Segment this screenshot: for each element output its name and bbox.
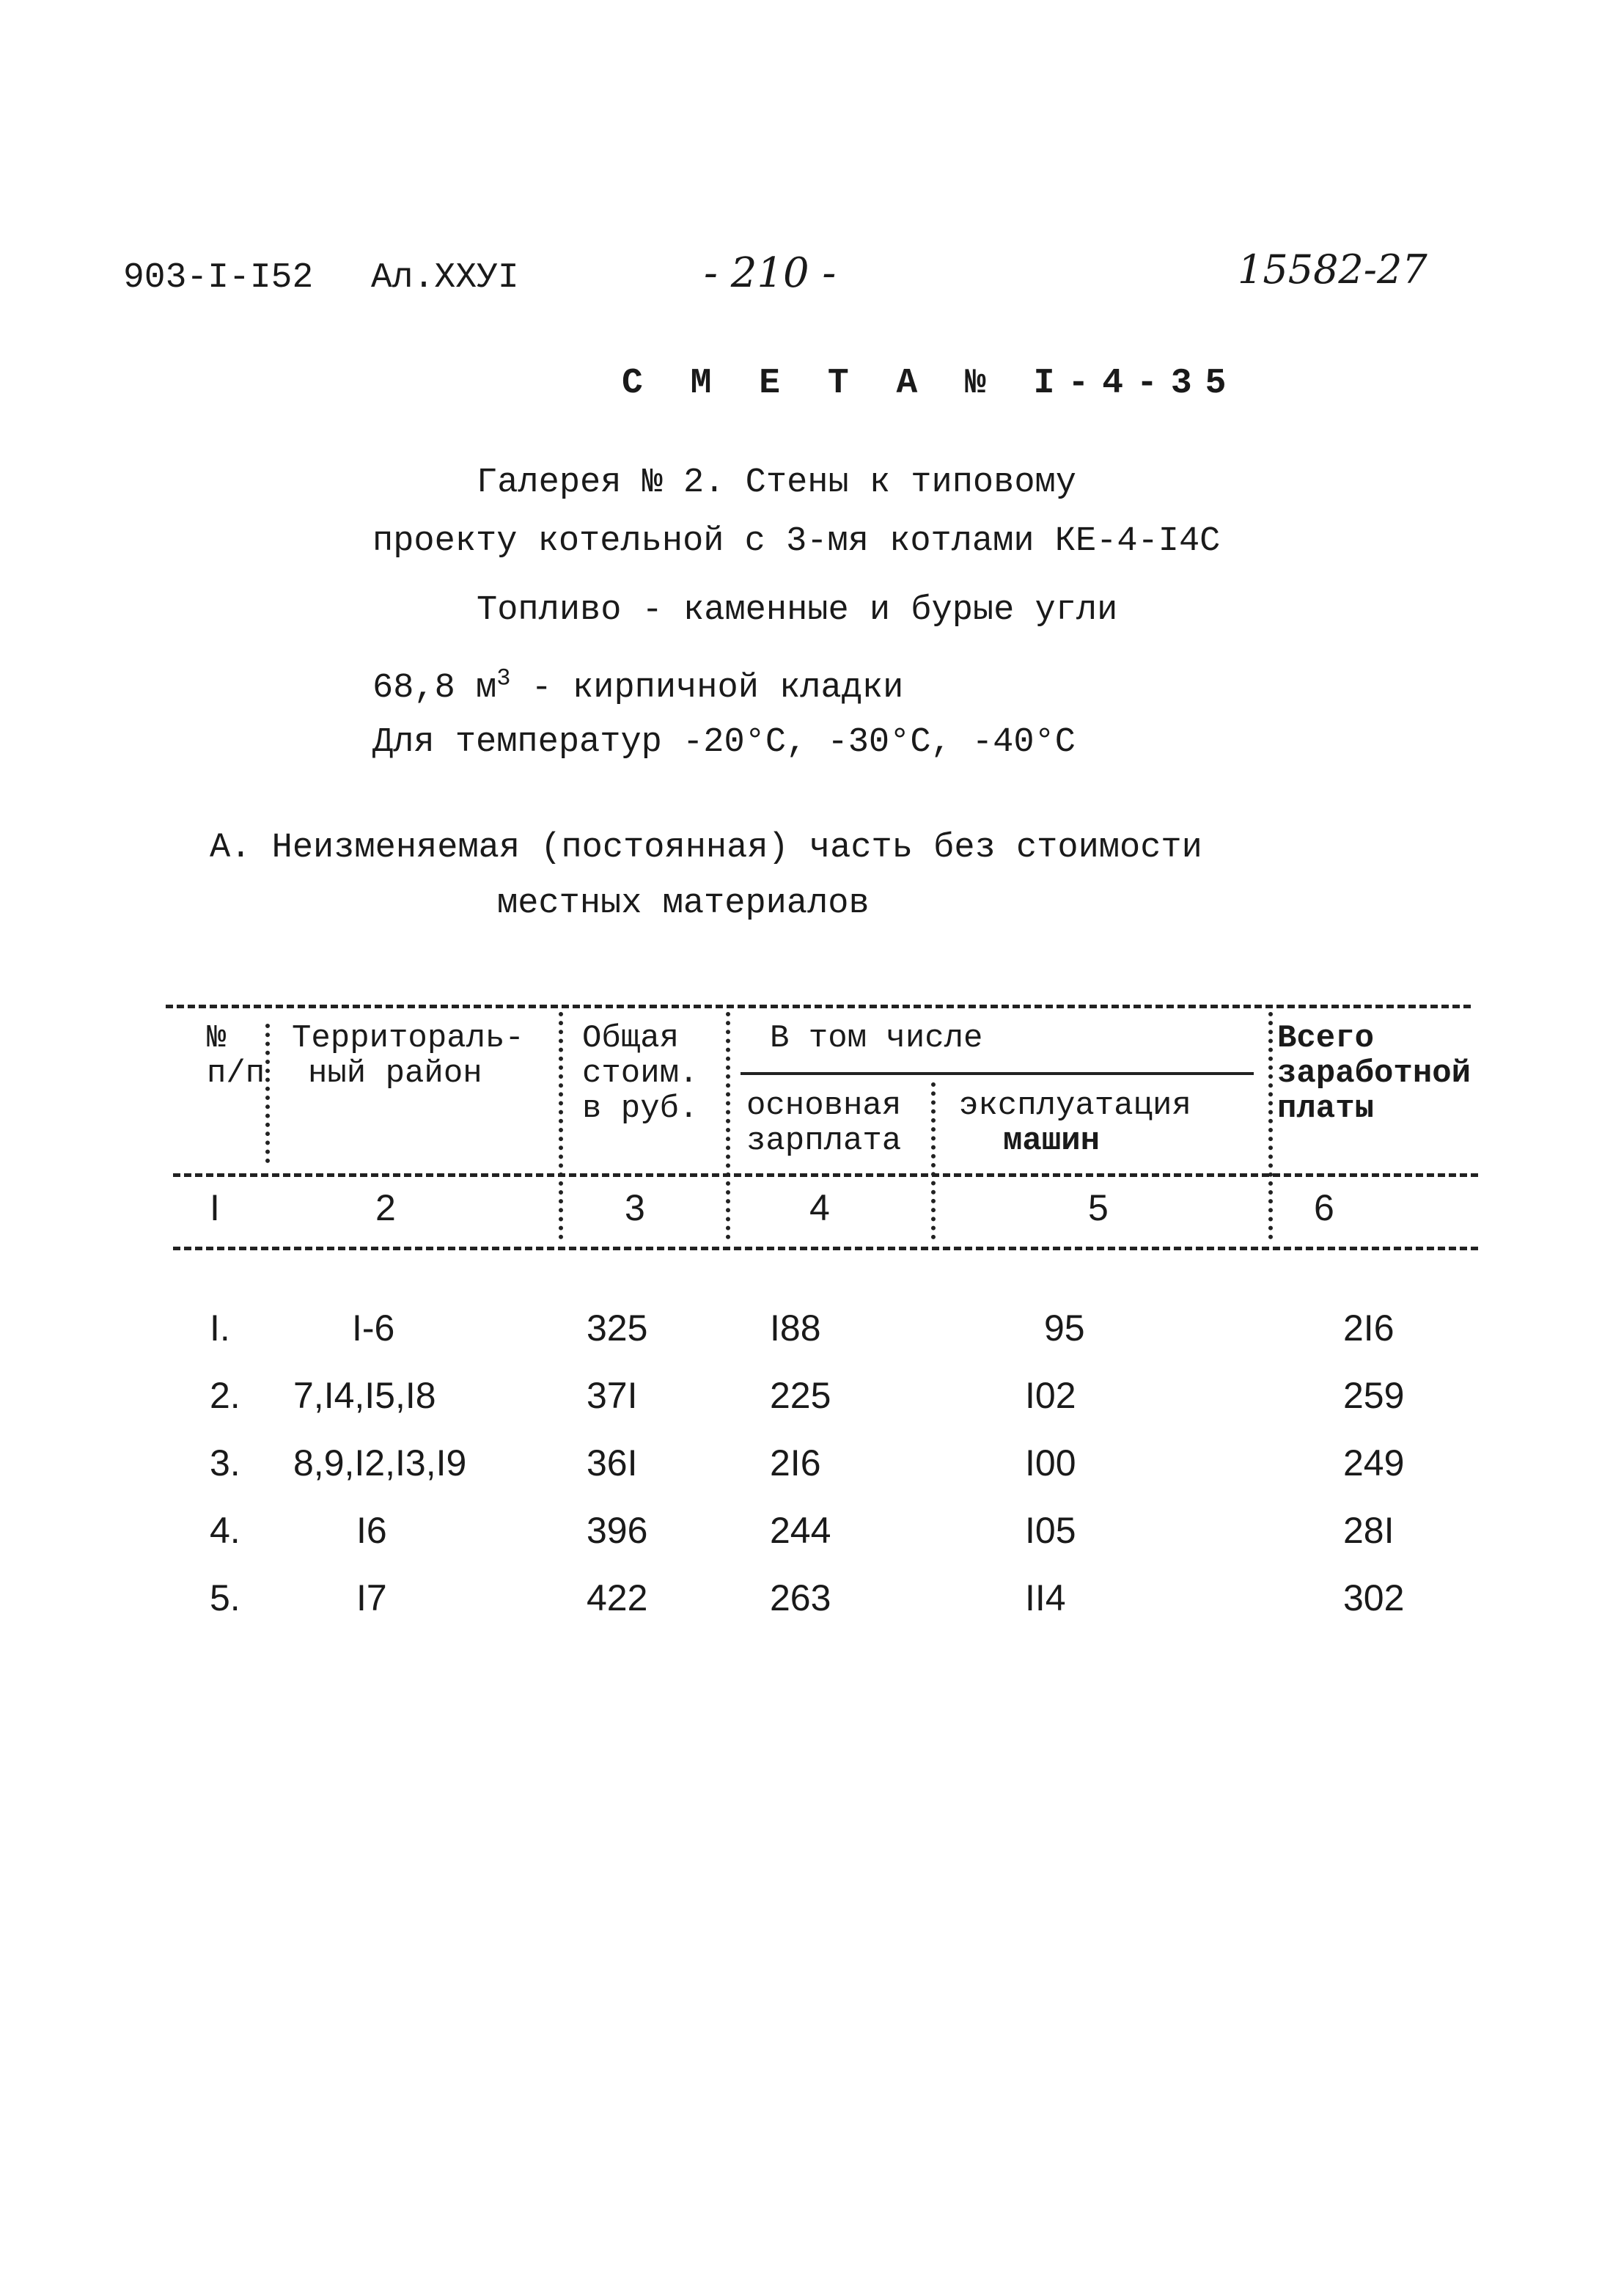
column-numbers-rule bbox=[173, 1247, 1478, 1250]
header-no-line-1: № bbox=[207, 1020, 227, 1057]
header-including: В том числе bbox=[770, 1020, 983, 1057]
header-machines-line-2: машин bbox=[1003, 1123, 1101, 1159]
header-total-cost bbox=[582, 1021, 698, 1126]
album-number: Ал.XXУI bbox=[371, 258, 519, 298]
sheet-number: 15582-27 bbox=[1238, 246, 1428, 293]
row-machine-operation: 95 bbox=[1044, 1307, 1085, 1349]
row-number: 4. bbox=[210, 1510, 240, 1551]
column-number-1: I bbox=[210, 1187, 220, 1228]
description-line-5: Для температур -20°С, -30°С, -40°С bbox=[372, 723, 1076, 762]
masonry-volume: 68,8 м bbox=[372, 669, 497, 708]
column-number-4: 4 bbox=[809, 1187, 830, 1228]
header-machine-operation bbox=[959, 1088, 1191, 1159]
row-total-cost: 396 bbox=[587, 1510, 648, 1551]
row-number: 3. bbox=[210, 1442, 240, 1483]
row-number: 5. bbox=[210, 1577, 240, 1618]
row-region: I-6 bbox=[352, 1307, 395, 1349]
header-cost-line-1: Общая bbox=[582, 1020, 680, 1057]
col-sep-5 bbox=[1268, 1012, 1273, 1239]
column-number-6: 6 bbox=[1314, 1187, 1334, 1228]
row-base-wage: 2I6 bbox=[770, 1442, 821, 1483]
row-base-wage: 225 bbox=[770, 1375, 831, 1416]
row-base-wage: 263 bbox=[770, 1577, 831, 1618]
description-line-1: Галерея № 2. Стены к типовому bbox=[477, 463, 1076, 502]
row-total-wages: 302 bbox=[1343, 1577, 1405, 1618]
header-bottom-rule bbox=[173, 1173, 1478, 1177]
row-machine-operation: II4 bbox=[1025, 1577, 1066, 1618]
header-cost-line-2: стоим. bbox=[582, 1055, 699, 1092]
row-region: I6 bbox=[356, 1510, 387, 1551]
masonry-label: - кирпичной кладки bbox=[510, 669, 904, 708]
description-line-3: Топливо - каменные и бурые угли bbox=[477, 591, 1118, 630]
column-number-2: 2 bbox=[375, 1187, 396, 1228]
row-total-wages: 259 bbox=[1343, 1375, 1405, 1416]
header-wage-line-2: зарплата bbox=[746, 1123, 902, 1159]
section-heading-line-2: местных материалов bbox=[497, 884, 870, 923]
row-total-cost: 325 bbox=[587, 1307, 648, 1349]
page-number: - 210 - bbox=[704, 249, 837, 297]
row-total-wages: 249 bbox=[1343, 1442, 1405, 1483]
row-machine-operation: I02 bbox=[1025, 1375, 1076, 1416]
column-number-3: 3 bbox=[625, 1187, 645, 1228]
row-total-cost: 422 bbox=[587, 1577, 648, 1618]
document-code: 903-I-I52 bbox=[123, 258, 314, 298]
header-region bbox=[292, 1021, 524, 1091]
row-region: 8,9,I2,I3,I9 bbox=[293, 1442, 467, 1483]
row-base-wage: I88 bbox=[770, 1307, 821, 1349]
row-region: 7,I4,I5,I8 bbox=[293, 1375, 436, 1416]
col-sep-4 bbox=[931, 1082, 936, 1239]
col-sep-1 bbox=[265, 1024, 270, 1163]
col-sep-3 bbox=[726, 1012, 730, 1239]
header-total-line-3: платы bbox=[1277, 1090, 1375, 1127]
header-total-line-1: Всего bbox=[1277, 1020, 1375, 1057]
header-base-wage bbox=[746, 1088, 901, 1159]
col-sep-2 bbox=[559, 1012, 563, 1239]
row-total-wages: 2I6 bbox=[1343, 1307, 1395, 1349]
row-total-cost: 36I bbox=[587, 1442, 638, 1483]
row-base-wage: 244 bbox=[770, 1510, 831, 1551]
row-region: I7 bbox=[356, 1577, 387, 1618]
row-number: I. bbox=[210, 1307, 230, 1349]
row-total-wages: 28I bbox=[1343, 1510, 1395, 1551]
cubic-superscript: 3 bbox=[496, 664, 511, 692]
header-region-line-2: ный район bbox=[308, 1055, 482, 1092]
table-top-rule bbox=[166, 1005, 1471, 1008]
row-number: 2. bbox=[210, 1375, 240, 1416]
section-heading-line-1: А. Неизменяемая (постоянная) часть без стоимости bbox=[210, 829, 1202, 868]
header-cost-line-3: в руб. bbox=[582, 1090, 699, 1127]
header-total-wages bbox=[1277, 1021, 1471, 1126]
header-total-line-2: заработной bbox=[1277, 1055, 1471, 1092]
header-no-line-2: п/п bbox=[207, 1055, 265, 1092]
row-machine-operation: I05 bbox=[1025, 1510, 1076, 1551]
row-machine-operation: I00 bbox=[1025, 1442, 1076, 1483]
header-region-line-1: Территораль- bbox=[292, 1020, 524, 1057]
row-total-cost: 37I bbox=[587, 1375, 638, 1416]
header-no bbox=[207, 1021, 265, 1091]
description-line-2: проекту котельной с 3-мя котлами КЕ-4-I4С bbox=[372, 522, 1221, 561]
header-wage-line-1: основная bbox=[746, 1088, 902, 1124]
column-number-5: 5 bbox=[1088, 1187, 1109, 1228]
header-machines-line-1: эксплуатация bbox=[959, 1088, 1191, 1124]
estimate-title: С М Е Т А № I-4-35 bbox=[622, 364, 1240, 403]
including-subrule bbox=[741, 1072, 1254, 1075]
description-line-4 bbox=[372, 664, 904, 708]
